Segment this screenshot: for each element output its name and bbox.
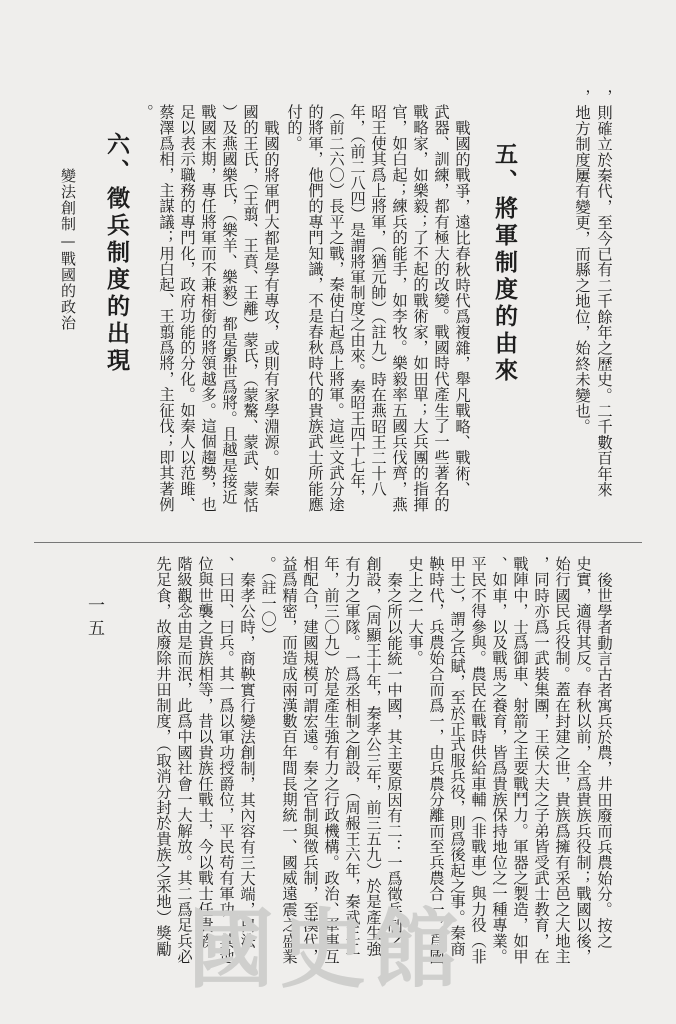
lower-col-11: 秦之所以能統一中國，其主要原因有二：一爲徵兵制之	[385, 572, 403, 949]
lower-col-2: 史實，適得其反。春秋以前，全爲貴族兵役制；戰國以後，	[574, 556, 592, 965]
lower-col-9: 鞅時代，兵農始合而爲一，由兵農分離而至兵農合一，爲國	[427, 556, 445, 965]
upper-col-13: 國的王氏，（王翦、王賁、王離）蒙氏，（蒙驁、蒙武、蒙恬	[241, 104, 259, 513]
upper-col-11: 付的。	[285, 104, 303, 152]
upper-col-9: （前二六〇）長平之戰，秦使白起爲上將軍。這些文武分途	[327, 104, 345, 513]
running-head: 變法創制—戰國的政治	[59, 168, 77, 331]
section-heading-five: 五、將軍制度的由來	[491, 142, 518, 385]
upper-col-4: 武器、訓練，都有極大的改變。戰國時代產生了一些著名的	[432, 104, 450, 513]
lower-col-14: 年，前三〇九）於是產生強有力之行政機構。政治、軍事互	[322, 556, 340, 965]
lower-col-20: 位與世襲之貴族相等，昔以貴族任戰士，今以戰士任貴族，	[196, 556, 214, 965]
upper-col-17: 蔡澤爲相，主謀議；用白起、王翦爲將，主征伐；即其著例	[157, 104, 175, 513]
upper-col-8: 年，（前二八四）是謂將軍制度之由來。秦昭王四十七年，	[348, 104, 366, 505]
upper-col-7: 昭王使其爲上將軍，（猶元帥）（註九）時在燕昭王二十八	[369, 104, 387, 497]
lower-col-15: 相配合，建國規模可謂宏遠。秦之官制與徵兵制，至漢代，	[301, 556, 319, 965]
upper-col-10: 的將軍，他們的專門知識，不是春秋時代的貴族武士所能應	[306, 104, 324, 513]
upper-col-18: 。	[136, 104, 154, 120]
lower-col-12: 創設，（周顯王十年，秦孝公三年，前三五九）於是產生強	[364, 556, 382, 957]
lower-col-22: 先足食，故廢除井田制度，（取消分封於貴族之采地）獎勵	[154, 556, 172, 957]
lower-col-19: 、曰田、曰兵。其一爲以軍功授爵位，平民苟有軍功，其地	[217, 556, 235, 965]
lower-col-8: 甲士），謂之兵賦，至於正式服兵役，則爲後起之事。秦商	[448, 556, 466, 957]
lower-col-5: 戰陣中，士爲御車、射箭之主要戰鬥力。軍器之製造，如甲	[511, 556, 529, 965]
lower-col-10: 史上之一大事。	[406, 556, 424, 666]
lower-col-21: 階級觀念由是而泯，此爲中國社會一大解放。其二爲足兵必	[175, 556, 193, 965]
upper-col-5: 戰略家，如樂毅；了不起的戰術家，如田單；大兵團的指揮	[411, 104, 429, 513]
upper-col-16: 足以表示職務的專門化，政府功能的分化。如秦人以范雎、	[178, 104, 196, 513]
upper-col-1: ，則確立於秦代，至今已有二千餘年之歷史。二千數百年來	[595, 89, 613, 498]
lower-col-7: 平民不得參與。農民在戰時供給車輔（非戰車）與力役（非	[469, 556, 487, 965]
archive-watermark: 國史館	[188, 899, 464, 1000]
lower-col-3: 始行國民兵役制。蓋在封建之世，貴族爲擁有采邑之大地主	[553, 556, 571, 965]
upper-col-14: ）及燕國樂氏，（樂羊、樂毅）都是累世爲將。且越是接近	[220, 104, 238, 505]
lower-col-6: 、如車，以及戰馬之養育，皆爲貴族保持地位之一種專業。	[490, 556, 508, 965]
page-number: 一五	[84, 596, 104, 642]
lower-col-13: 有力之軍隊。一爲丞相制之創設，（周赧王六年，秦武王二	[343, 556, 361, 957]
lower-col-17: 。（註一〇）	[259, 556, 277, 643]
upper-col-2: ，地方制度屢有變更，而縣之地位，始終未變也。	[573, 89, 591, 435]
section-heading-six: 六、徵兵制度的出現	[103, 132, 130, 375]
upper-col-3: 戰國的戰爭，遠比春秋時代爲複雜，舉凡戰略、戰術、	[453, 120, 471, 497]
lower-col-16: 益爲精密，而造成兩漢數百年間長期統一、國威遠震之盛業	[280, 556, 298, 965]
lower-col-1: 後世學者動言古者寓兵於農，井田廢而兵農始分。按之	[595, 572, 613, 949]
section-divider	[34, 542, 642, 543]
lower-col-18: 秦孝公時，商鞅實行變法創制，其內容有三大端，曰法	[238, 572, 256, 949]
lower-col-4: ，同時亦爲一武裝集團，王侯大夫之子弟皆受武士教育，在	[532, 556, 550, 965]
upper-col-6: 官，如白起；練兵的能手，如李牧。樂毅率五國兵伐齊，燕	[390, 104, 408, 513]
upper-col-15: 戰國末期，專任將軍而不兼相銜的將領越多。這個趨勢，也	[199, 104, 217, 513]
upper-col-12: 戰國的將軍們大都是學有專攻，或則有家學淵源。如秦	[262, 120, 280, 497]
